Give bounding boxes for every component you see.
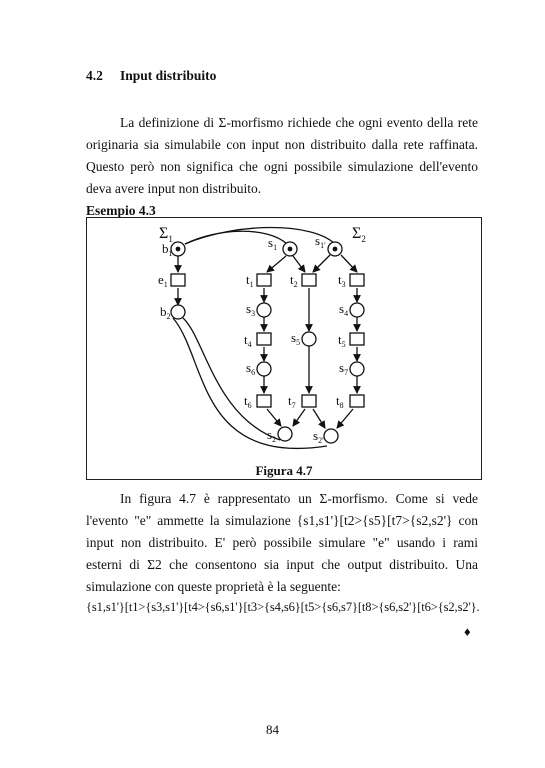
place-s5 [302, 332, 316, 346]
label-b1: $b_1$ [162, 241, 173, 258]
label-sigma1: $\Sigma_1$ [159, 225, 173, 244]
place-s4 [350, 303, 364, 317]
label-t7: $t_7$ [288, 393, 296, 410]
arc-t6-s2 [267, 409, 281, 426]
label-t2: $t_2$ [290, 272, 298, 289]
petri-net-diagram [87, 218, 483, 481]
transition-t2 [302, 274, 316, 286]
label-e1: $e_1$ [158, 272, 168, 289]
label-s2: $s_2$ [267, 427, 277, 444]
arc-t7-s2prime [313, 409, 325, 428]
section-number: 4.2 [86, 68, 103, 83]
transition-t6 [257, 395, 271, 407]
section-title: Input distribuito [120, 68, 217, 83]
figure-caption: Figura 4.7 [255, 463, 313, 478]
section-heading [86, 68, 216, 84]
label-t4: $t_4$ [244, 332, 252, 349]
transition-t1 [257, 274, 271, 286]
label-sigma2: $\Sigma_2$ [352, 225, 366, 244]
place-s3 [257, 303, 271, 317]
paragraph-2 [86, 488, 478, 598]
transition-t7 [302, 395, 316, 407]
place-s2 [278, 427, 292, 441]
label-t1: $t_1$ [246, 272, 254, 289]
label-s7: $s_7$ [339, 360, 349, 377]
arc-s1-t1 [267, 256, 286, 272]
arc-b1-s1prime [185, 228, 335, 245]
label-t6: $t_6$ [244, 393, 252, 410]
arc-s1prime-t3 [341, 255, 357, 272]
label-s2prime: $s_{2'}$ [313, 428, 324, 445]
label-s1prime: $s_{1'}$ [315, 233, 326, 250]
arc-t7-s2 [293, 409, 305, 426]
token-s1prime [333, 247, 338, 252]
place-s7 [350, 362, 364, 376]
label-t8: $t_8$ [336, 393, 344, 410]
figure-box [86, 217, 482, 480]
simulation-sequence: {s1,s1'}[t1>{s3,s1'}[t4>{s6,s1'}[t3>{s4,s6}[t5>{s6,s7}[t8>{s6,s2'}[t6>{s2,s2'}. [86, 600, 480, 614]
end-mark: ♦ [464, 624, 471, 639]
place-b2 [171, 305, 185, 319]
label-t3: $t_3$ [338, 272, 346, 289]
paragraph-1-text: La definizione di Σ-morfismo richiede che ogni evento della rete originaria sia simulabile con input non distribuito dalla rete raffinata. Questo però non significa che ogni possibile simulazione dell'evento deva avere input non distribuito. [86, 115, 478, 196]
token-s1 [288, 247, 293, 252]
label-s5: $s_5$ [291, 330, 301, 347]
transition-e1 [171, 274, 185, 286]
example-label: Esempio 4.3 [86, 203, 156, 218]
label-s3: $s_3$ [246, 301, 256, 318]
label-t5: $t_5$ [338, 332, 346, 349]
label-b2: $b_2$ [160, 304, 171, 321]
transition-t3 [350, 274, 364, 286]
label-s4: $s_4$ [339, 301, 349, 318]
place-s6 [257, 362, 271, 376]
arc-s1prime-t2 [313, 255, 330, 272]
paragraph-2-text: In figura 4.7 è rappresentato un Σ-morfismo. Come si vede l'evento "e" ammette la simulazione {s1,s1'}[t2>{s5}[t7>{s2,s2'} con input non distribuito. E' però possibile simulare "e" usando i rami esterni di Σ2 che consentono sia input che output distribuito. Una simulazione con queste proprietà è la seguente: [86, 491, 478, 594]
transition-t5 [350, 333, 364, 345]
place-s2prime [324, 429, 338, 443]
page-number: 84 [266, 722, 279, 737]
label-s6: $s_6$ [246, 360, 256, 377]
transition-t8 [350, 395, 364, 407]
label-s1: $s_1$ [268, 235, 278, 252]
arc-s1-t2 [293, 256, 305, 272]
transition-t4 [257, 333, 271, 345]
token-b1 [176, 247, 181, 252]
paragraph-1 [86, 112, 478, 200]
arc-t8-s2prime [337, 409, 353, 428]
